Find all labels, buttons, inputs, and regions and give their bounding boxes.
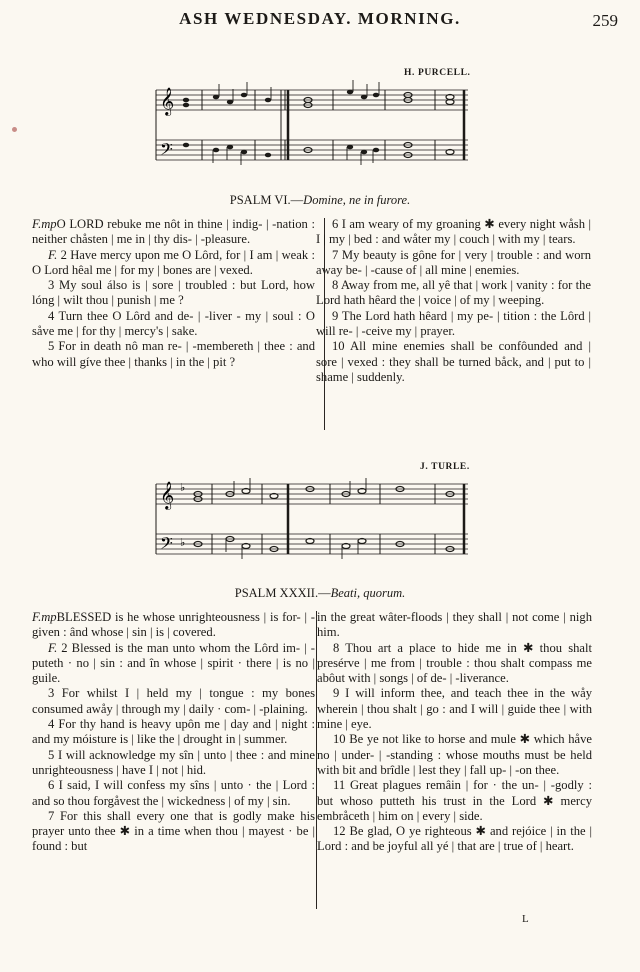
svg-text:♭: ♭ [180,481,186,494]
verse: 10 Be ye not like to horse and mule ✱ which håve no | under- | -standing : whose mouths must be held with bit and brîdle | lest they | fall up- | -on thee. [317,732,592,777]
verse: 5 For in death nô man re- | -membereth | thee : and who will gíve thee | thanks | in the | pit ? [32,339,315,369]
composer-turle: J. TURLE. [420,462,470,472]
svg-text:𝄢: 𝄢 [160,139,173,163]
verse: 8 Away from me, all yê that | work | vanity : for the Lord hath hêard the | voice | of my | weeping. [316,278,591,308]
composer-purcell: H. PURCELL. [404,68,471,78]
svg-text:𝄢: 𝄢 [160,533,173,557]
svg-text:𝄞: 𝄞 [160,87,175,115]
verse: 3 My soul álso is | sore | troubled : but Lord, how lóng | wilt thou | punish | me ? [32,278,315,308]
verse: 6 I said, I will confess my sîns | unto · the | Lord : and so thou forgåvest the | wickedness | of my | sin. [32,778,315,808]
verse: 5 I will acknowledge my sîn | unto | thee : and mine unrighteousness | have I | not | hid. [32,747,315,777]
verse: F.mpBLESSED is he whose unrighteousness | is for- | -given : ând whose | sin | is | covered. [32,610,315,640]
psalm-32-title [0,586,640,601]
psalm-32-latin-title: Beati, quorum. [330,586,406,600]
svg-text:♭: ♭ [180,536,186,549]
chant-score-turle [150,474,470,564]
page-title: ASH WEDNESDAY. MORNING. [179,9,461,28]
psalm-6-number: PSALM VI.— [229,193,304,207]
psalm-6-title [0,193,640,208]
ink-speck [12,127,17,132]
verse: 7 My beauty is gône for | very | trouble : and worn away be- | -cause of | all mine | enemies. [316,247,591,277]
verse: 4 For thy hand is heavy upôn me | day and | night : and my móisture is | like the | drought in | summer. [32,717,315,747]
page-number: 259 [592,11,618,30]
signature-mark: L [522,913,529,925]
verse: 7 For this shall every one that is godly make his prayer unto thee ✱ in a time when thou | mayest · be | found : but [32,808,315,854]
verse: 11 Great plagues remâin | for · the un- | -godly : but whoso putteth his trust in the Lord ✱ mercy embråceth | him on | every | side. [317,778,592,823]
verse: F. 2 Blessed is the man unto whom the Lôrd im- | -puteth · no | sin : and în whose | spirit · there | is no | guile. [32,640,315,686]
psalm-32-right-column [317,610,592,855]
psalm-6-right-column [316,217,591,385]
verse: 10 All mine enemies shall be confôunded and | sore | vexed : they shall be turned båck, and | put to | shame | suddenly. [316,339,591,384]
psalm-6-latin-title: Domine, ne in furore. [303,193,411,207]
verse: 9 The Lord hath hêard | my pe- | tition : the Lôrd | will re- | -ceive my | prayer. [316,308,591,339]
verse: 3 For whilst I | held my | tongue : my bones consumed awåy | through my | daily · com- | -plaining. [32,686,315,716]
verse: F. 2 Have mercy upon me O Lôrd, for | I am | weak : O Lord hêal me | for my | bones are | vexed. [32,247,315,277]
psalm-6-left-column [32,217,315,370]
verse: 8 Thou art a place to hide me in ✱ thou shalt presérve | me from | trouble : thou shalt compass me abôut with | songs | of de- | -liverance. [317,640,592,686]
psalm-32-left-column [32,610,315,855]
verse: 6 I am weary of my groaning ✱ every night wåsh | I | my | bed : and wåter my | couch | with my | tears. [316,217,591,247]
verse: 4 Turn thee O Lôrd and de- | -liver - my | soul : O såve me | for thy | mercy's | sake. [32,308,315,339]
svg-text:𝄞: 𝄞 [160,481,175,509]
verse: F.mpO LORD rebuke me nôt in thine | indig- | -nation : neither chåsten | me in | thy dis- | -pleasure. [32,217,315,247]
chant-score-purcell [150,80,470,170]
psalm-32-number: PSALM XXXII.— [234,586,331,600]
verse: 9 I will inform thee, and teach thee in the wåy wherein | thou shalt | go : and I will | guide thee | with mine | eye. [317,686,592,732]
verse: 12 Be glad, O ye righteous ✱ and rejóice | in the | Lord : and be joyful all yé | that are | true of | heart. [317,824,592,854]
verse: in the great wâter-floods | they shall | not come | nigh him. [317,610,592,640]
